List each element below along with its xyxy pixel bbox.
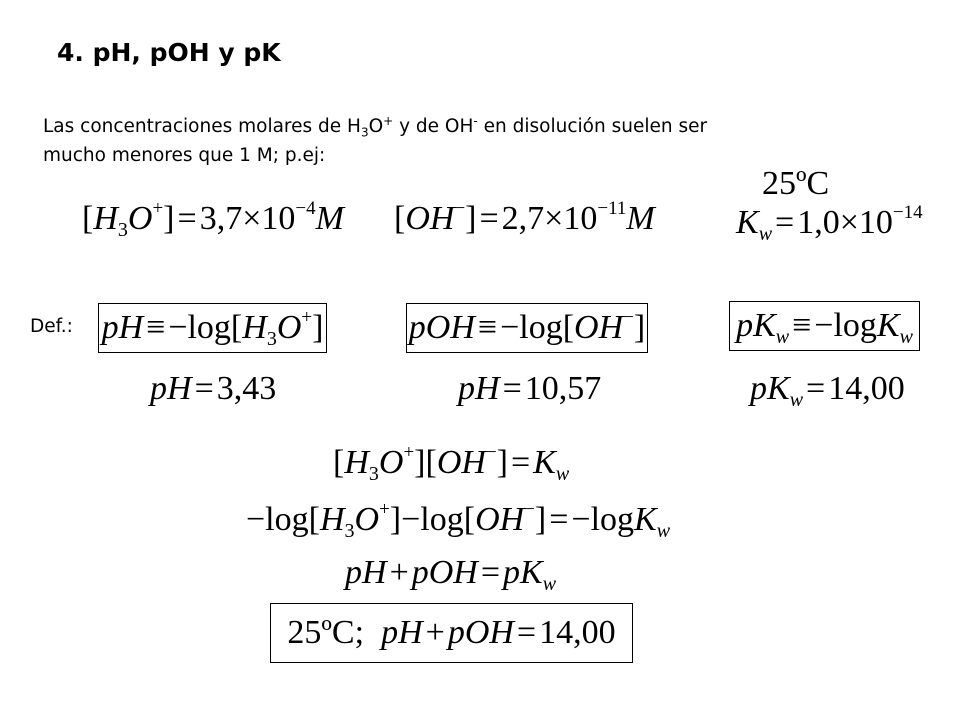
pkw-definition-box bbox=[729, 301, 920, 351]
poh-result: pH=10,57 bbox=[458, 370, 602, 407]
kw-value: 1,0 bbox=[797, 204, 840, 241]
h3o-exponent: −4 bbox=[295, 198, 316, 219]
pkw-result: $pK_w=14,00$ bbox=[750, 370, 905, 411]
kw-equation: $K_w=1,0\times 10^{-14}$ bbox=[736, 202, 923, 245]
h3o-unit: M bbox=[315, 200, 344, 237]
oh-exponent: −11 bbox=[597, 198, 627, 219]
oh-unit: M bbox=[626, 200, 655, 237]
poh-definition-box bbox=[406, 303, 648, 353]
ph-definition: $pH\equiv-\log[H_3O^+]$ bbox=[101, 307, 324, 350]
oh-value: 2,7 bbox=[501, 200, 545, 237]
ph-poh-sum-equation: $pH+pOH=pK_w$ bbox=[345, 554, 557, 595]
intro-paragraph bbox=[43, 112, 707, 170]
kw-exponent: −14 bbox=[892, 202, 923, 223]
log-equation: $-\log[H_3O^+]-\log[OH^-]=-\log K_w$ bbox=[246, 499, 671, 542]
intro-text-middle: y de OH bbox=[393, 116, 474, 137]
final-result-box bbox=[270, 603, 633, 663]
ionic-product-equation: $[H_3O^+][OH^-]=K_w$ bbox=[333, 442, 570, 485]
temperature-label: 25ºC bbox=[762, 165, 830, 202]
definitions-label: Def.: bbox=[30, 316, 73, 337]
h3o-oxygen: O bbox=[368, 116, 384, 137]
intro-text-start: Las concentraciones molares de H bbox=[43, 116, 361, 137]
pkw-definition: $pK_w\equiv-\log K_w$ bbox=[736, 307, 913, 348]
oh-concentration-equation: $[OH^-]=2,7\times 10^{-11}M$ bbox=[394, 198, 655, 237]
poh-definition: pOH≡−log[OH−] bbox=[408, 307, 646, 346]
h3o-concentration-equation: $[H_3O^+]=3,7\times 10^{-4}M$ bbox=[82, 198, 344, 241]
intro-text-end: en disolución suelen ser bbox=[477, 116, 708, 137]
intro-line-1 bbox=[43, 112, 707, 141]
ph-result: pH=3,43 bbox=[150, 370, 277, 407]
final-temperature: 25ºC bbox=[287, 614, 355, 651]
oh-charge: - bbox=[473, 113, 478, 128]
h3o-subscript: 3 bbox=[360, 125, 369, 140]
page-title: 4. pH, pOH y pK bbox=[57, 38, 281, 67]
h3o-value: 3,7 bbox=[199, 200, 243, 237]
ph-definition-box bbox=[98, 303, 327, 353]
final-value: 14,00 bbox=[539, 614, 616, 651]
final-result: 25ºC; pH+pOH=14,00 bbox=[287, 614, 616, 651]
h3o-charge: + bbox=[383, 113, 394, 128]
intro-line-2: mucho menores que 1 M; p.ej: bbox=[43, 145, 326, 166]
